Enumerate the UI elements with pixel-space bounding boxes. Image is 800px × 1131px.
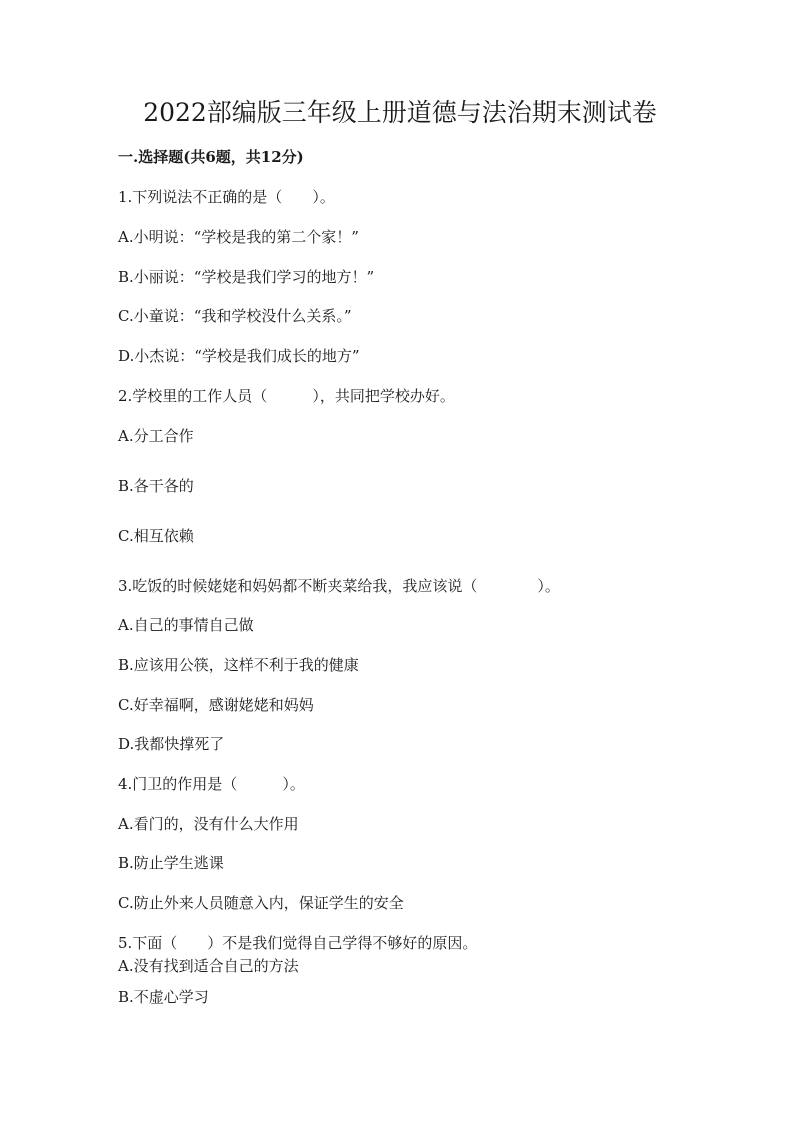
question-2-option-c: C.相互依赖 <box>118 527 194 545</box>
question-1-option-b: B.小丽说：“学校是我们学习的地方！” <box>118 268 375 286</box>
question-3-option-a: A.自己的事情自己做 <box>118 616 254 634</box>
question-1-stem: 1.下列说法不正确的是（ ）。 <box>118 188 335 206</box>
question-2-stem: 2.学校里的工作人员（ ），共同把学校办好。 <box>118 387 455 405</box>
question-3-option-c: C.好幸福啊，感谢姥姥和妈妈 <box>118 696 314 714</box>
question-1-option-a: A.小明说：“学校是我的第二个家！” <box>118 228 359 246</box>
question-5-option-b: B.不虚心学习 <box>118 988 209 1006</box>
question-1-option-c: C.小童说：“我和学校没什么关系。” <box>118 307 352 325</box>
question-1-option-d: D.小杰说：“学校是我们成长的地方” <box>118 347 360 365</box>
question-4-option-a: A.看门的，没有什么大作用 <box>118 815 299 833</box>
question-3-option-b: B.应该用公筷，这样不利于我的健康 <box>118 656 359 674</box>
page-title: 2022部编版三年级上册道德与法治期末测试卷 <box>143 98 657 127</box>
question-2-option-b: B.各干各的 <box>118 477 194 495</box>
question-5-option-a: A.没有找到适合自己的方法 <box>118 957 299 975</box>
question-4-option-b: B.防止学生逃课 <box>118 854 224 872</box>
question-3-stem: 3.吃饭的时候姥姥和妈妈都不断夹菜给我，我应该说（ ）。 <box>118 577 560 595</box>
question-5-stem: 5.下面（ ）不是我们觉得自己学得不够好的原因。 <box>118 934 478 952</box>
question-2-option-a: A.分工合作 <box>118 427 194 445</box>
question-4-stem: 4.门卫的作用是（ ）。 <box>118 775 305 793</box>
question-3-option-d: D.我都快撑死了 <box>118 735 225 753</box>
section-heading: 一.选择题(共6题，共12分) <box>118 148 304 166</box>
question-4-option-c: C.防止外来人员随意入内，保证学生的安全 <box>118 894 404 912</box>
